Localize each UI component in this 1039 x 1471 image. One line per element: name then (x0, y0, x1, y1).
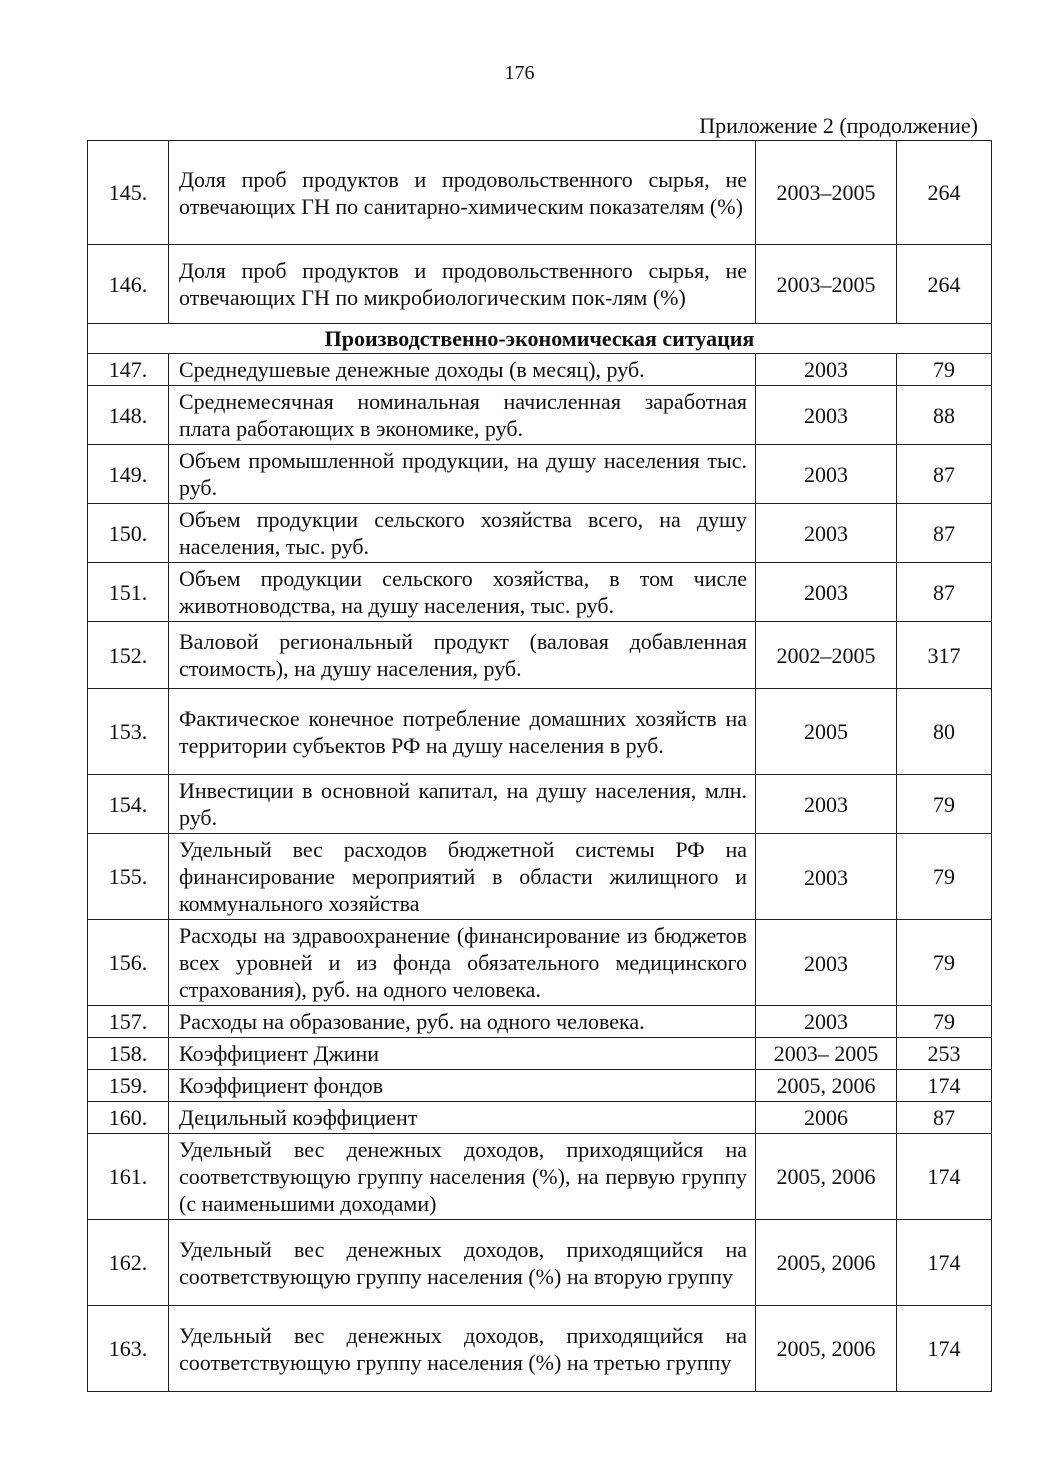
row-value: 79 (897, 920, 992, 1006)
appendix-label: Приложение 2 (продолжение) (699, 113, 978, 138)
row-years: 2003 (756, 563, 897, 622)
row-value: 87 (897, 445, 992, 504)
row-number: 150. (88, 504, 169, 563)
table-row (88, 1038, 992, 1070)
row-value: 79 (897, 1006, 992, 1038)
table-row (88, 504, 992, 563)
row-number: 146. (88, 245, 169, 324)
row-years: 2003– 2005 (756, 1038, 897, 1070)
row-value: 80 (897, 689, 992, 775)
row-description: Удельный вес денежных доходов, приходящийся на соответствующую группу населения (%) на вторую группу (169, 1220, 756, 1306)
row-years: 2003 (756, 775, 897, 834)
row-value: 87 (897, 1102, 992, 1134)
row-years: 2003 (756, 445, 897, 504)
row-description: Объем продукции сельского хозяйства всего, на душу населения, тыс. руб. (169, 504, 756, 563)
row-description: Удельный вес денежных доходов, приходящийся на соответствующую группу населения (%) на третью группу (169, 1306, 756, 1392)
table-row (88, 1306, 992, 1392)
row-number: 156. (88, 920, 169, 1006)
row-years: 2005, 2006 (756, 1134, 897, 1220)
row-number: 158. (88, 1038, 169, 1070)
row-description: Удельный вес денежных доходов, приходящийся на соответствующую группу населения (%), на первую группу (с наименьшими доходами) (169, 1134, 756, 1220)
row-number: 154. (88, 775, 169, 834)
row-value: 174 (897, 1306, 992, 1392)
row-years: 2005, 2006 (756, 1306, 897, 1392)
row-number: 155. (88, 834, 169, 920)
row-value: 264 (897, 245, 992, 324)
row-description: Валовой региональный продукт (валовая добавленная стоимость), на душу населения, руб. (169, 622, 756, 689)
row-description: Фактическое конечное потребление домашних хозяйств на территории субъектов РФ на душу населения в руб. (169, 689, 756, 775)
row-value: 79 (897, 834, 992, 920)
row-years: 2003 (756, 386, 897, 445)
row-value: 174 (897, 1220, 992, 1306)
indicators-table (87, 140, 992, 1392)
section-title: Производственно-экономическая ситуация (88, 324, 992, 354)
row-value: 79 (897, 775, 992, 834)
row-years: 2005, 2006 (756, 1070, 897, 1102)
table-row (88, 141, 992, 245)
row-description: Расходы на здравоохранение (финансирование из бюджетов всех уровней и из фонда обязательного медицинского страхования), руб. на одного человека. (169, 920, 756, 1006)
row-years: 2005, 2006 (756, 1220, 897, 1306)
section-row (88, 324, 992, 354)
row-years: 2006 (756, 1102, 897, 1134)
row-description: Децильный коэффициент (169, 1102, 756, 1134)
row-number: 147. (88, 354, 169, 386)
table-row (88, 1070, 992, 1102)
row-description: Доля проб продуктов и продовольственного сырья, не отвечающих ГН по санитарно-химическим показателям (%) (169, 141, 756, 245)
row-description: Инвестиции в основной капитал, на душу населения, млн. руб. (169, 775, 756, 834)
table-row (88, 1134, 992, 1220)
row-years: 2003–2005 (756, 245, 897, 324)
row-years: 2003 (756, 354, 897, 386)
row-number: 162. (88, 1220, 169, 1306)
table-row (88, 1102, 992, 1134)
row-number: 157. (88, 1006, 169, 1038)
row-number: 152. (88, 622, 169, 689)
row-years: 2003 (756, 1006, 897, 1038)
row-number: 163. (88, 1306, 169, 1392)
row-number: 151. (88, 563, 169, 622)
row-description: Расходы на образование, руб. на одного человека. (169, 1006, 756, 1038)
row-number: 145. (88, 141, 169, 245)
row-description: Коэффициент фондов (169, 1070, 756, 1102)
table-row (88, 563, 992, 622)
row-years: 2002–2005 (756, 622, 897, 689)
table-row (88, 1006, 992, 1038)
page-number: 176 (504, 62, 535, 84)
row-number: 148. (88, 386, 169, 445)
row-description: Удельный вес расходов бюджетной системы РФ на финансирование мероприятий в области жилищного и коммунального хозяйства (169, 834, 756, 920)
table-row (88, 245, 992, 324)
row-years: 2003 (756, 834, 897, 920)
row-number: 159. (88, 1070, 169, 1102)
row-value: 253 (897, 1038, 992, 1070)
row-description: Среднемесячная номинальная начисленная заработная плата работающих в экономике, руб. (169, 386, 756, 445)
table-row (88, 920, 992, 1006)
row-value: 264 (897, 141, 992, 245)
row-number: 153. (88, 689, 169, 775)
row-description: Объем продукции сельского хозяйства, в том числе животноводства, на душу населения, тыс. руб. (169, 563, 756, 622)
table-row (88, 1220, 992, 1306)
table-row (88, 775, 992, 834)
table-row (88, 354, 992, 386)
row-value: 79 (897, 354, 992, 386)
row-value: 87 (897, 563, 992, 622)
row-value: 174 (897, 1070, 992, 1102)
row-description: Доля проб продуктов и продовольственного сырья, не отвечающих ГН по микробиологическим пок-лям (%) (169, 245, 756, 324)
row-number: 149. (88, 445, 169, 504)
row-years: 2003 (756, 504, 897, 563)
row-years: 2003 (756, 920, 897, 1006)
table-row (88, 622, 992, 689)
row-value: 88 (897, 386, 992, 445)
row-description: Среднедушевые денежные доходы (в месяц), руб. (169, 354, 756, 386)
row-value: 317 (897, 622, 992, 689)
table-row (88, 386, 992, 445)
table-row (88, 445, 992, 504)
row-description: Коэффициент Джини (169, 1038, 756, 1070)
row-years: 2005 (756, 689, 897, 775)
table-row (88, 834, 992, 920)
row-number: 160. (88, 1102, 169, 1134)
row-years: 2003–2005 (756, 141, 897, 245)
row-number: 161. (88, 1134, 169, 1220)
row-description: Объем промышленной продукции, на душу населения тыс. руб. (169, 445, 756, 504)
table-row (88, 689, 992, 775)
row-value: 174 (897, 1134, 992, 1220)
row-value: 87 (897, 504, 992, 563)
